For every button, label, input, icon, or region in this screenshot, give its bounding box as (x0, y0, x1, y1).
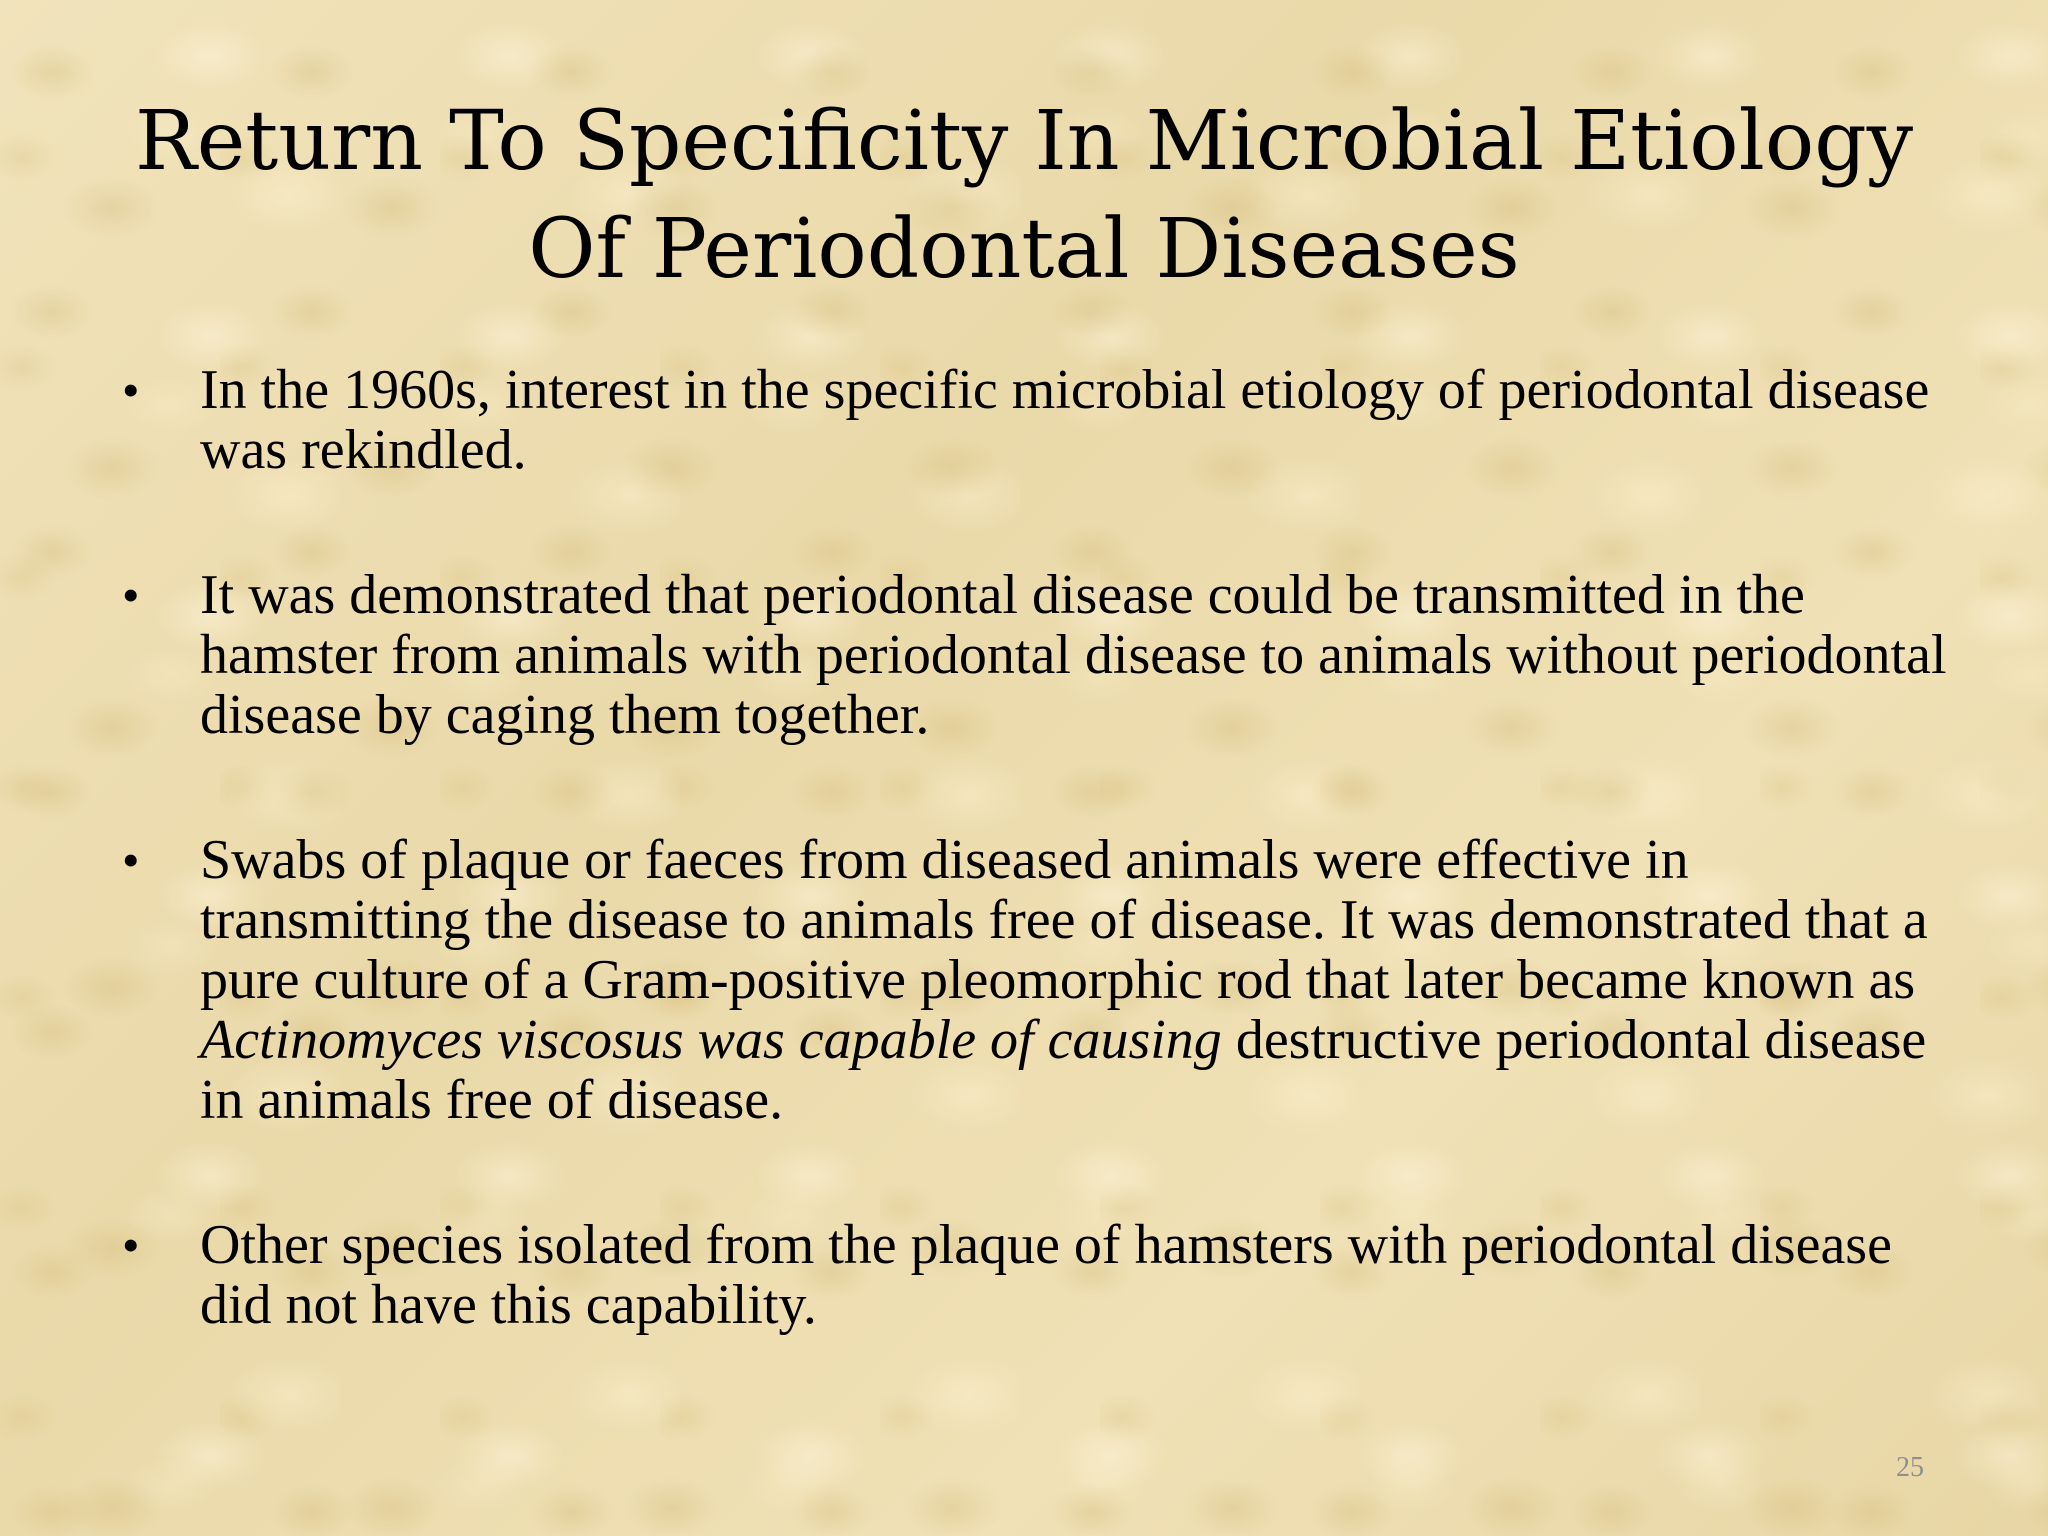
bullet-text-1: In the 1960s, interest in the specific microbial etiology of periodontal disease was rekindled. (200, 359, 1930, 481)
bullet-list (118, 360, 1958, 1420)
bullet-item-1 (118, 360, 1958, 480)
bullet-marker: • (122, 567, 140, 623)
bullet-item-2 (118, 565, 1958, 745)
bullet-item-4 (118, 1215, 1958, 1335)
slide-number: 25 (1896, 1452, 1924, 1483)
bullet-text-3-plain: Swabs of plaque or faeces from diseased animals were effective in transmitting the disease to animals free of disease. It was demonstrated that a pure culture of a Gram-positive pleomorphic rod that later became known as (200, 829, 1928, 1011)
bullet-item-3 (118, 830, 1958, 1130)
bullet-text-4: Other species isolated from the plaque of hamsters with periodontal disease did not have this capability. (200, 1214, 1892, 1336)
bullet-marker: • (122, 362, 140, 418)
slide-title-line-1: Return To Specificity In Microbial Etiology (134, 94, 1914, 189)
bullet-text-3-end: destructive periodontal disease in animals free of disease. (200, 1009, 1927, 1131)
bullet-marker: • (122, 1217, 140, 1273)
slide-title (100, 88, 1948, 304)
slide-title-line-2: Of Periodontal Diseases (528, 202, 1520, 297)
bullet-text-3-italic: Actinomyces viscosus was capable of causing (200, 1009, 1222, 1071)
bullet-text-2: It was demonstrated that periodontal disease could be transmitted in the hamster from animals with periodontal disease to animals without periodontal disease by caging them together. (200, 564, 1947, 746)
bullet-marker: • (122, 832, 140, 888)
bullet-text-3 (200, 829, 1928, 1131)
